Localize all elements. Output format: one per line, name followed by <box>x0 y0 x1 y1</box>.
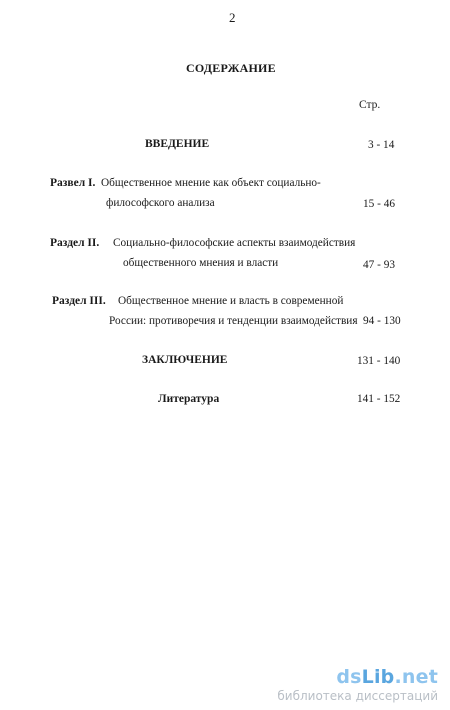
toc-entry-section3-line2: России: противоречия и тенденции взаимодействия <box>109 315 358 327</box>
toc-entry-section3-label: Раздел III. <box>52 295 106 307</box>
toc-entry-introduction-pages: 3 - 14 <box>368 139 395 151</box>
page-number: 2 <box>229 10 236 25</box>
toc-entry-section1-line2: философского анализа <box>106 197 215 209</box>
toc-entry-section1-pages: 15 - 46 <box>363 198 396 210</box>
watermark <box>277 668 438 702</box>
toc-entry-literature-label: Литература <box>158 393 220 405</box>
toc-entry-section1-line1: Общественное мнение как объект социально- <box>101 177 321 189</box>
watermark-subtitle: библиотека диссертаций <box>277 689 438 703</box>
toc-entry-section1-label: Развел I. <box>50 177 96 189</box>
pages-column-header: Стр. <box>359 99 381 111</box>
toc-entry-section3-pages: 94 - 130 <box>363 315 401 327</box>
toc-entry-section2-label: Раздел II. <box>50 237 100 249</box>
toc-entry-section2-pages: 47 - 93 <box>363 259 396 271</box>
toc-entry-conclusion-label: ЗАКЛЮЧЕНИЕ <box>142 354 228 366</box>
toc-entry-section2-line1: Социально-философские аспекты взаимодействия <box>113 237 356 249</box>
toc-entry-literature-pages: 141 - 152 <box>357 393 401 405</box>
watermark-logo: dsLib.net <box>336 666 438 688</box>
toc-entry-section2-line2: общественного мнения и власти <box>123 257 279 269</box>
toc-entry-introduction-label: ВВЕДЕНИЕ <box>145 138 210 150</box>
toc-entry-section3-line1: Общественное мнение и власть в современной <box>118 295 344 307</box>
toc-entry-conclusion-pages: 131 - 140 <box>357 355 401 367</box>
toc-title: СОДЕРЖАНИЕ <box>186 61 276 75</box>
